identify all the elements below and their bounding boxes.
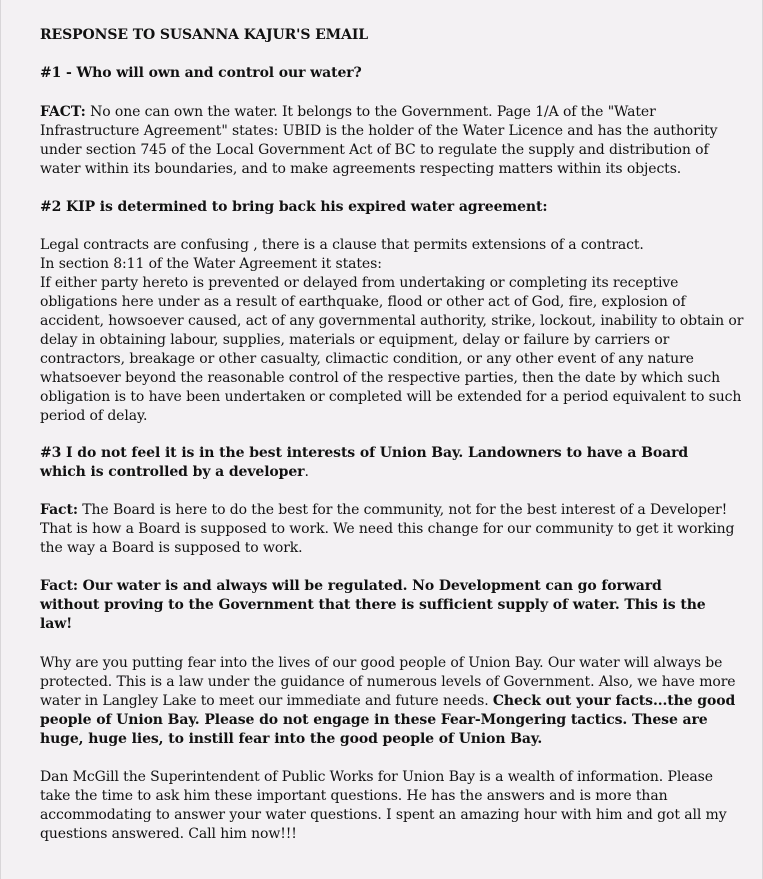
paragraph-line: whatsoever beyond the reasonable control of the respective parties, then the date by which such <box>40 370 721 386</box>
why-paragraph <box>40 654 740 749</box>
paragraph-line: accommodating to answer your water questions. I spent an amazing hour with him and got all my <box>40 807 727 823</box>
paragraph-line <box>40 692 740 711</box>
fact-1-paragraph <box>40 103 740 179</box>
paragraph-line: people of Union Bay. Please do not engage in these Fear-Mongering tactics. These are <box>40 712 708 728</box>
paragraph-line: obligations here under as a result of earthquake, flood or other act of God, fire, explosion of <box>40 294 686 310</box>
paragraph-line: That is how a Board is supposed to work. We need this change for our community to get it working <box>40 521 735 537</box>
paragraph-line: take the time to ask him these important questions. He has the answers and is more than <box>40 788 668 804</box>
paragraph-line: obligation is to have been undertaken or completed will be extended for a period equivalent to such <box>40 389 742 405</box>
paragraph-line: contractors, breakage or other casualty, climactic condition, or any other event of any nature <box>40 351 694 367</box>
paragraph-line: the way a Board is supposed to work. <box>40 540 303 556</box>
fact-3-paragraph <box>40 501 740 558</box>
fact-4-paragraph <box>40 577 740 634</box>
paragraph-text: No one can own the water. It belongs to the Government. Page 1/A of the "Water <box>85 104 656 120</box>
paragraph-line: Infrastructure Agreement" states: UBID is the holder of the Water Licence and has the authority <box>40 123 718 139</box>
paragraph-line: Legal contracts are confusing , there is a clause that permits extensions of a contract. <box>40 237 644 253</box>
paragraph-line: period of delay. <box>40 408 148 424</box>
paragraph-line: huge, huge lies, to instill fear into the good people of Union Bay. <box>40 731 543 747</box>
paragraph-line <box>40 501 740 520</box>
paragraph-line <box>40 103 740 122</box>
paragraph-line: protected. This is a law under the guidance of numerous levels of Government. Also, we have more <box>40 674 736 690</box>
paragraph-line: If either party hereto is prevented or delayed from undertaking or completing its receptive <box>40 275 679 291</box>
paragraph-text: water in Langley Lake to meet our immediate and future needs. <box>40 693 493 709</box>
paragraph-line: Dan McGill the Superintendent of Public Works for Union Bay is a wealth of information. Please <box>40 769 713 785</box>
paragraph-text: The Board is here to do the best for the community, not for the best interest of a Developer! <box>77 502 728 518</box>
paragraph-line: under section 745 of the Local Government Act of BC to regulate the supply and distribution of <box>40 142 709 158</box>
paragraph-line: without proving to the Government that there is sufficient supply of water. This is the <box>40 597 706 613</box>
question-3-heading <box>40 444 740 482</box>
title-text: RESPONSE TO SUSANNA KAJUR'S EMAIL <box>40 27 369 43</box>
question-2-heading <box>40 198 740 217</box>
paragraph-line: Why are you putting fear into the lives of our good people of Union Bay. Our water will always be <box>40 655 723 671</box>
paragraph-line: accident, howsoever caused, act of any governmental authority, strike, lockout, inability to obtain or <box>40 313 744 329</box>
dan-mcgill-paragraph <box>40 768 740 844</box>
question-1-text: #1 - Who will own and control our water? <box>40 65 362 81</box>
paragraph-line: In section 8:11 of the Water Agreement it states: <box>40 256 382 272</box>
fact-label: FACT: <box>40 104 86 120</box>
question-3-line: #3 I do not feel it is in the best interests of Union Bay. Landowners to have a Board <box>40 445 689 461</box>
paragraph-line: questions answered. Call him now!!! <box>40 826 297 842</box>
fact-label: Fact: <box>40 502 78 518</box>
question-3-bold-text: which is controlled by a developer <box>40 464 305 480</box>
paragraph-line: law! <box>40 616 73 632</box>
document-title <box>40 26 740 45</box>
legal-clause-paragraph <box>40 236 744 426</box>
paragraph-line: Fact: Our water is and always will be regulated. No Development can go forward <box>40 578 662 594</box>
question-3-tail: . <box>304 464 309 480</box>
question-1-heading <box>40 64 740 83</box>
paragraph-line: delay in obtaining labour, supplies, materials or equipment, delay or failure by carriers or <box>40 332 670 348</box>
question-2-text: #2 KIP is determined to bring back his expired water agreement: <box>40 199 548 215</box>
paragraph-bold-text: Check out your facts...the good <box>492 693 736 709</box>
paragraph-line: water within its boundaries, and to make agreements respecting matters within its objects. <box>40 161 682 177</box>
question-3-line <box>40 463 740 482</box>
